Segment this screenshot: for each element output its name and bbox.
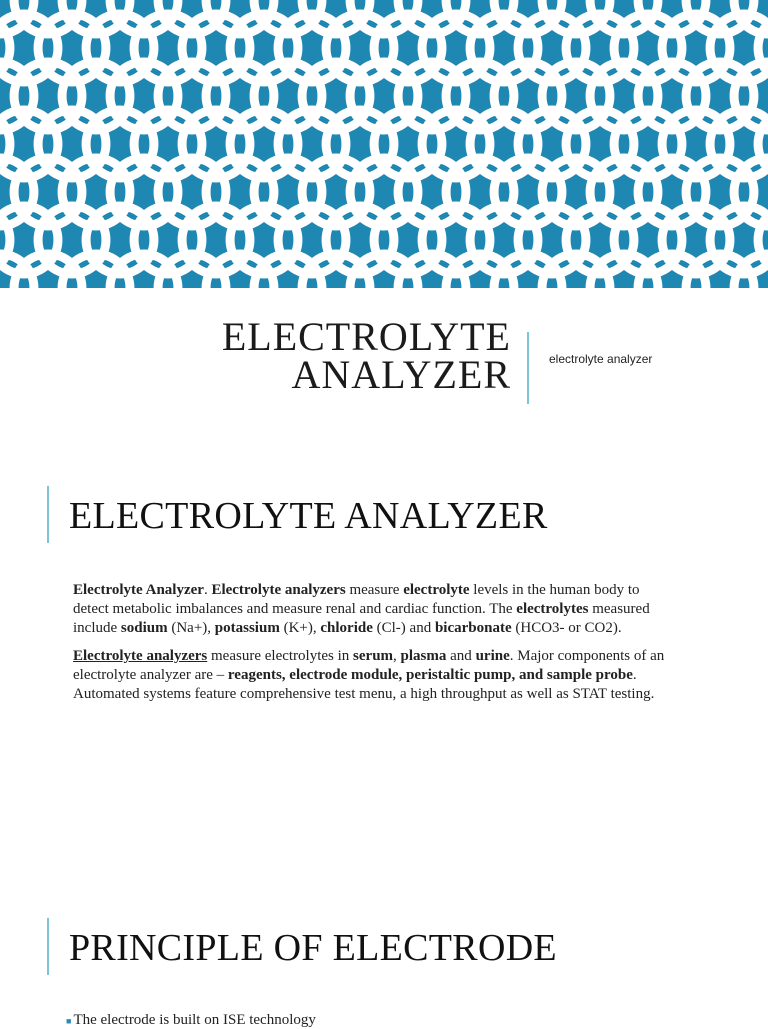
- document-subtitle: electrolyte analyzer: [549, 352, 653, 366]
- text-span: .: [203, 582, 212, 598]
- text-span: and: [446, 648, 476, 664]
- section-heading-principle-of-electrode: PRINCIPLE OF ELECTRODE: [69, 927, 557, 969]
- document-title: [221, 314, 511, 397]
- section-accent-bar: [47, 918, 49, 975]
- bullet-text: The electrode is built on ISE technology: [73, 1012, 316, 1028]
- text-span: ,: [393, 648, 401, 664]
- term: electrolytes: [516, 601, 589, 617]
- term: electrolyte: [403, 582, 470, 598]
- term: chloride: [320, 620, 373, 636]
- text-span: . Major components of an electrolyte analyzer are –: [73, 648, 665, 683]
- section-heading-electrolyte-analyzer: ELECTROLYTE ANALYZER: [69, 495, 548, 537]
- paragraph-2: [73, 647, 673, 704]
- bullet-icon: ■: [66, 1015, 72, 1026]
- section-accent-bar: [47, 486, 49, 543]
- interlocking-circles-pattern: [0, 0, 768, 288]
- section-body: [73, 581, 673, 713]
- term: plasma: [400, 648, 447, 664]
- term: reagents, electrode module, peristaltic pump, and sample probe: [227, 667, 633, 683]
- text-span: measure: [345, 582, 404, 598]
- text-span: . Automated systems feature comprehensive test menu, a high throughput as well as STAT testing.: [73, 667, 655, 702]
- title-line-2: ANALYZER: [291, 352, 511, 397]
- term: sodium: [120, 620, 168, 636]
- text-span: measure electrolytes in: [207, 648, 354, 664]
- term: Electrolyte Analyzer: [73, 582, 204, 598]
- text-span: measured include: [73, 601, 650, 636]
- text-span: (Na+),: [167, 620, 215, 636]
- title-divider: [527, 332, 529, 404]
- term: Electrolyte analyzers: [211, 582, 346, 598]
- text-span: levels in the human body to detect metabolic imbalances and measure renal and cardiac function. The: [73, 582, 640, 617]
- paragraph-1: [73, 581, 673, 638]
- term: serum: [353, 648, 394, 664]
- bullet-item: [66, 1012, 316, 1029]
- term: potassium: [214, 620, 280, 636]
- title-line-1: ELECTROLYTE: [221, 314, 511, 359]
- term: urine: [475, 648, 510, 664]
- term: bicarbonate: [434, 620, 512, 636]
- text-span: (HCO3- or CO2).: [511, 620, 622, 636]
- text-span: (Cl-) and: [372, 620, 435, 636]
- title-block: [0, 314, 768, 398]
- underlined-term: Electrolyte analyzers: [73, 648, 208, 664]
- header-banner: [0, 0, 768, 288]
- text-span: (K+),: [279, 620, 321, 636]
